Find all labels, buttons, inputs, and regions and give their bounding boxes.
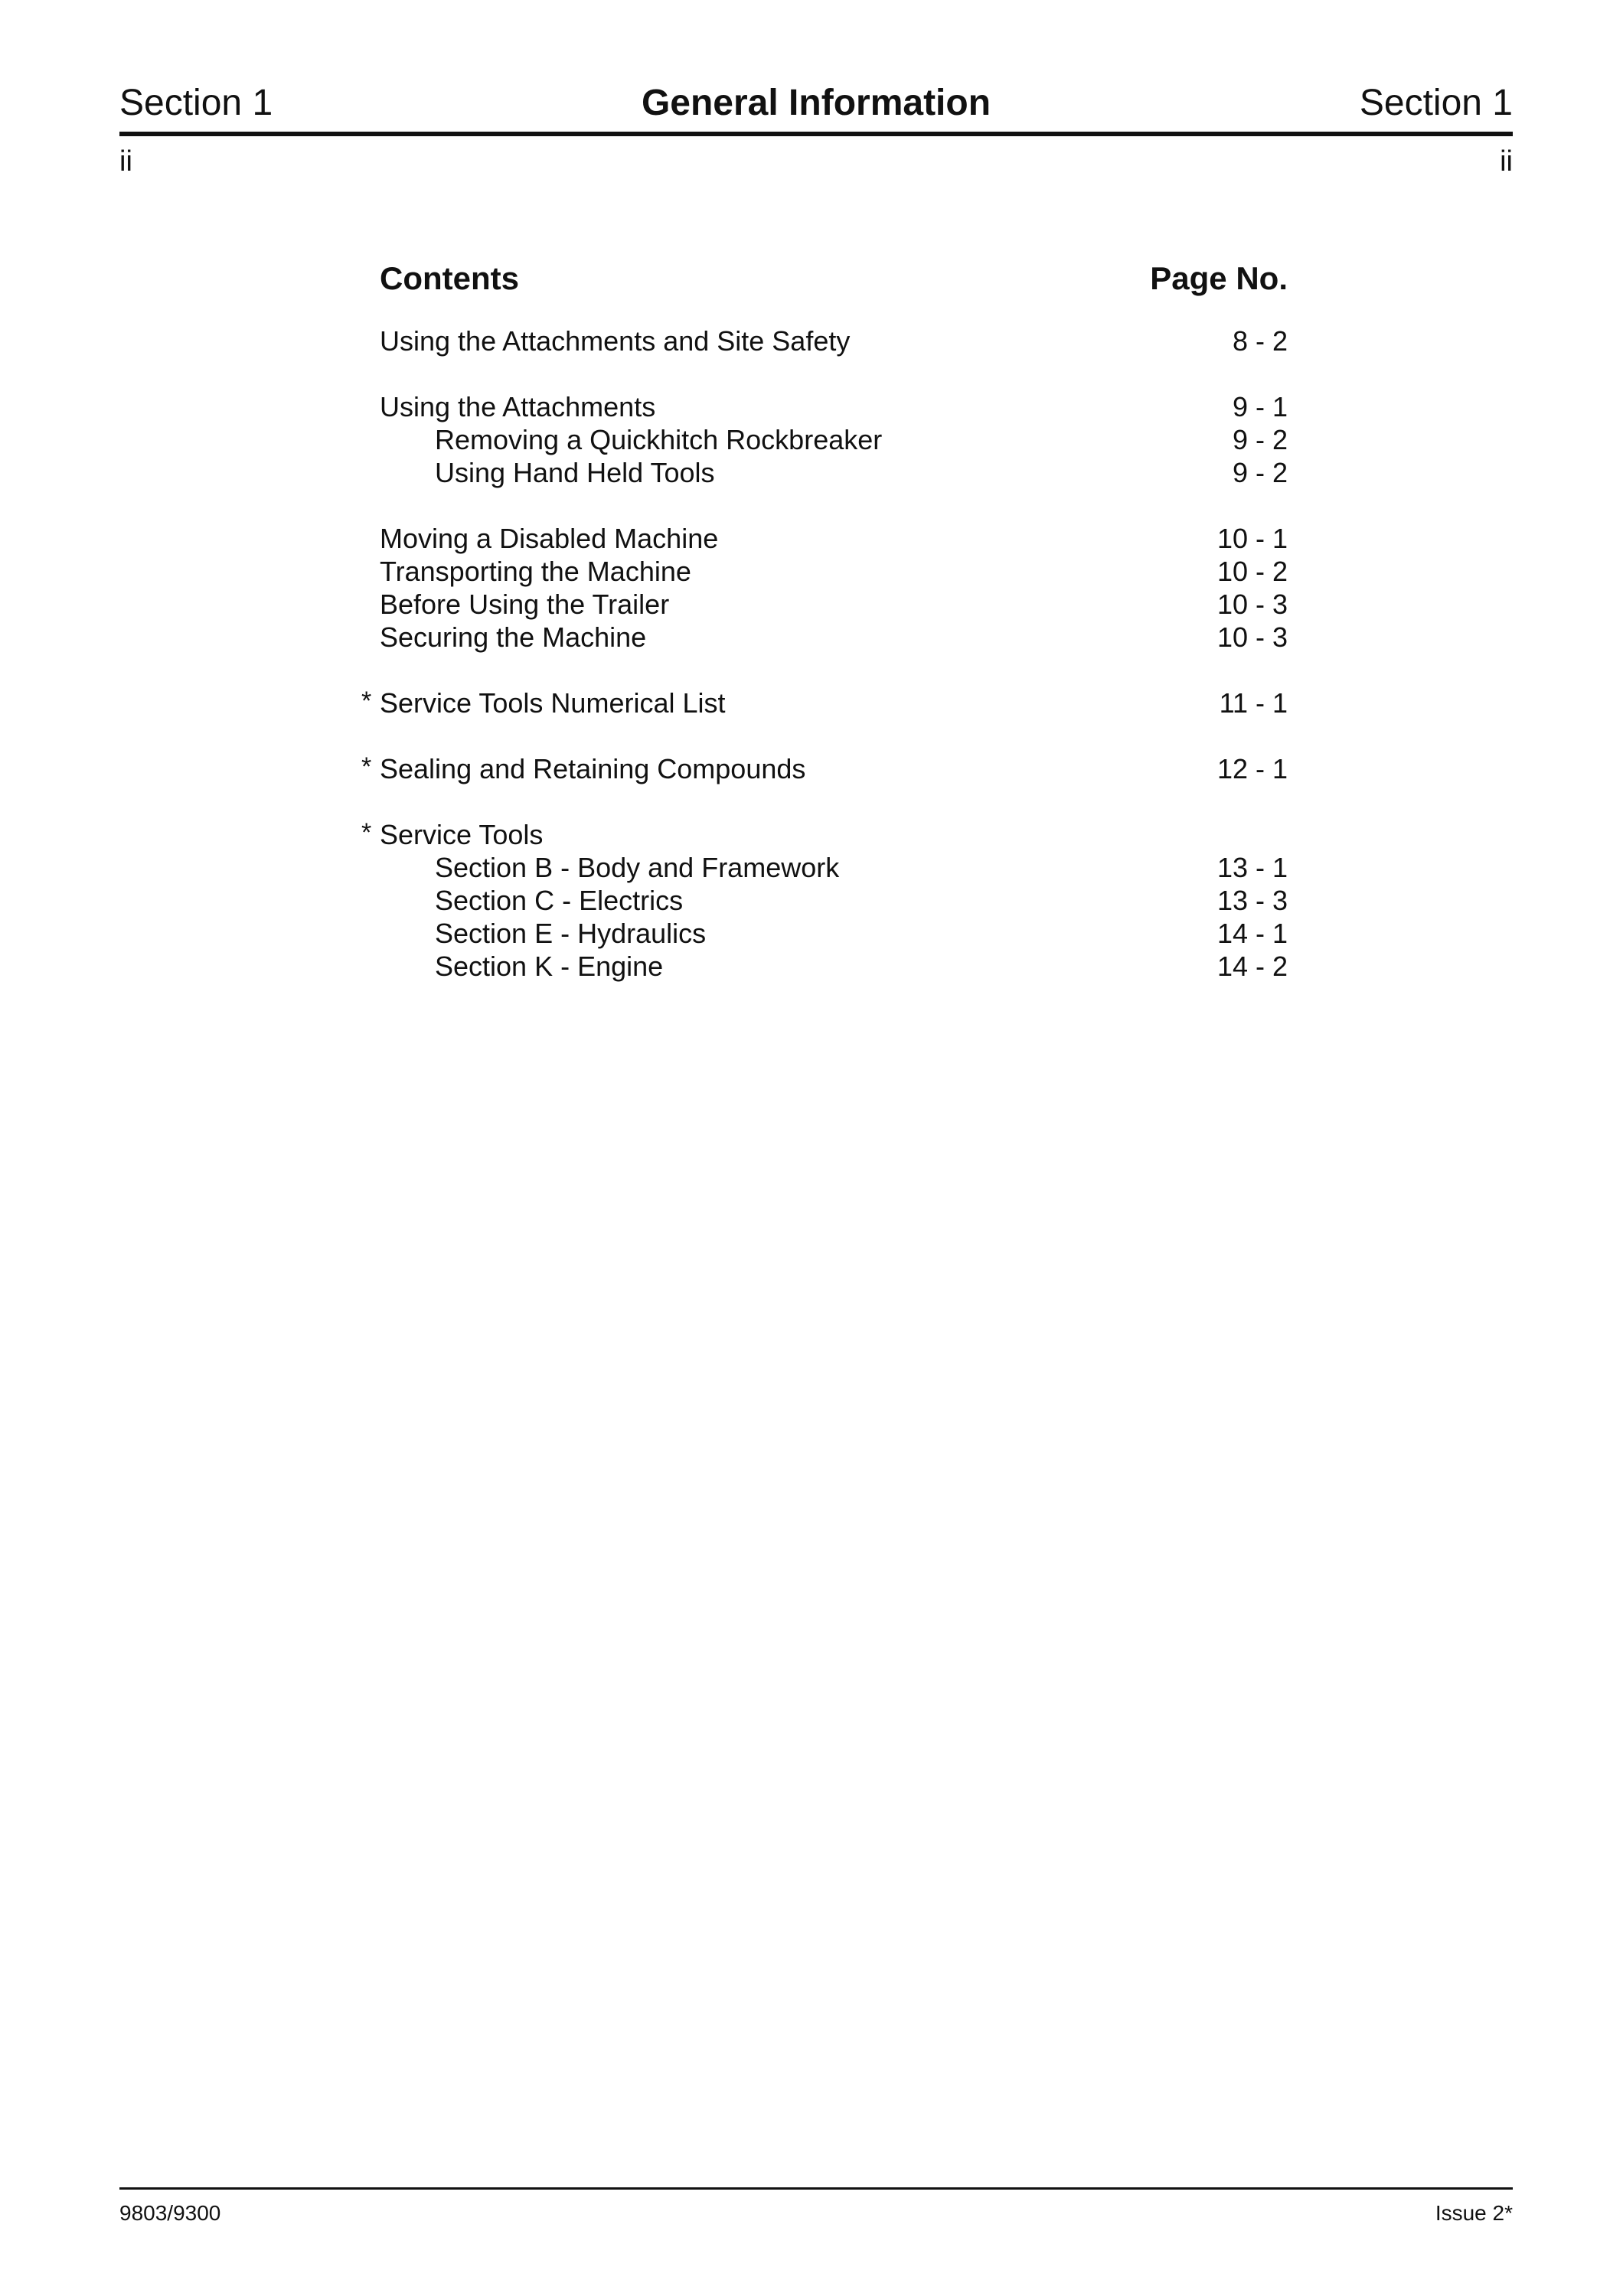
toc-group xyxy=(380,390,1288,489)
toc-entry-page: 14 - 1 xyxy=(1216,918,1288,949)
toc-entry-title: Section K - Engine xyxy=(435,951,664,982)
toc-entry-page: 10 - 3 xyxy=(1216,589,1288,620)
header-section-left: Section 1 xyxy=(119,83,273,123)
header-divider xyxy=(119,132,1513,136)
toc-entry[interactable] xyxy=(380,522,1288,555)
header-title: General Information xyxy=(641,83,991,123)
toc-entry-page: 9 - 2 xyxy=(1232,457,1288,488)
toc-subentry[interactable] xyxy=(380,917,1288,950)
header-section-right: Section 1 xyxy=(1359,83,1513,123)
toc-entry-title: Transporting the Machine xyxy=(380,556,691,587)
toc-entry-title: Section C - Electrics xyxy=(435,885,684,916)
toc-entry-page: 10 - 2 xyxy=(1216,556,1288,587)
toc-entry-title: Section B - Body and Framework xyxy=(435,852,840,883)
page-number-left: ii xyxy=(119,145,132,178)
toc-entry-page: 13 - 3 xyxy=(1216,885,1288,916)
toc-subentry[interactable] xyxy=(380,884,1288,917)
toc-subentry[interactable] xyxy=(380,851,1288,884)
toc-entry-page: 12 - 1 xyxy=(1216,753,1288,784)
toc-entry-title: Removing a Quickhitch Rockbreaker xyxy=(435,424,883,455)
toc-entry[interactable] xyxy=(361,752,1288,785)
toc-entry[interactable] xyxy=(380,621,1288,654)
issue-label: Issue 2* xyxy=(1435,2201,1513,2225)
toc-subentry[interactable] xyxy=(380,456,1288,489)
toc-entry[interactable] xyxy=(361,818,1288,851)
toc-entry-title: Before Using the Trailer xyxy=(380,589,670,620)
toc-entry-page: 10 - 1 xyxy=(1216,523,1288,554)
toc-entry[interactable] xyxy=(380,390,1288,423)
toc-subentry[interactable] xyxy=(380,423,1288,456)
toc-entry-title: Using the Attachments and Site Safety xyxy=(380,325,851,357)
toc-subentry[interactable] xyxy=(380,950,1288,983)
toc-header xyxy=(380,256,1288,302)
toc-group xyxy=(361,818,1288,983)
toc-group xyxy=(380,522,1288,654)
toc-group xyxy=(361,752,1288,785)
revision-mark: * xyxy=(361,687,372,716)
toc-entry-title: Using the Attachments xyxy=(380,391,656,422)
document-number: 9803/9300 xyxy=(119,2201,221,2225)
toc-group xyxy=(361,687,1288,719)
toc-entry-page: 10 - 3 xyxy=(1216,621,1288,653)
footer-divider xyxy=(119,2187,1513,2190)
toc-entry-page: 9 - 2 xyxy=(1232,424,1288,455)
contents-heading: Contents xyxy=(380,260,519,296)
toc-entry-title: Sealing and Retaining Compounds xyxy=(380,753,806,784)
toc-entry-title: Securing the Machine xyxy=(380,621,647,653)
page-number-right: ii xyxy=(1500,145,1513,178)
toc-list xyxy=(361,325,1288,983)
toc-entry-page: 11 - 1 xyxy=(1219,687,1288,719)
page-header xyxy=(119,77,1513,130)
toc-entry[interactable] xyxy=(380,325,1288,357)
toc-entry-page: 14 - 2 xyxy=(1216,951,1288,982)
table-of-contents xyxy=(361,256,1288,1016)
toc-entry-title: Using Hand Held Tools xyxy=(435,457,715,488)
toc-entry-page: 8 - 2 xyxy=(1232,325,1288,357)
toc-group xyxy=(380,325,1288,357)
revision-mark: * xyxy=(361,752,372,781)
toc-entry-title: Service Tools Numerical List xyxy=(380,687,726,719)
toc-entry-title: Moving a Disabled Machine xyxy=(380,523,719,554)
toc-entry-page: 13 - 1 xyxy=(1216,852,1288,883)
toc-entry-page: 9 - 1 xyxy=(1232,391,1288,422)
revision-mark: * xyxy=(361,818,372,847)
toc-entry[interactable] xyxy=(380,588,1288,621)
page-no-heading: Page No. xyxy=(1150,260,1288,296)
toc-entry[interactable] xyxy=(361,687,1288,719)
toc-entry-title: Section E - Hydraulics xyxy=(435,918,707,949)
toc-entry-title: Service Tools xyxy=(380,819,544,850)
toc-entry[interactable] xyxy=(380,555,1288,588)
